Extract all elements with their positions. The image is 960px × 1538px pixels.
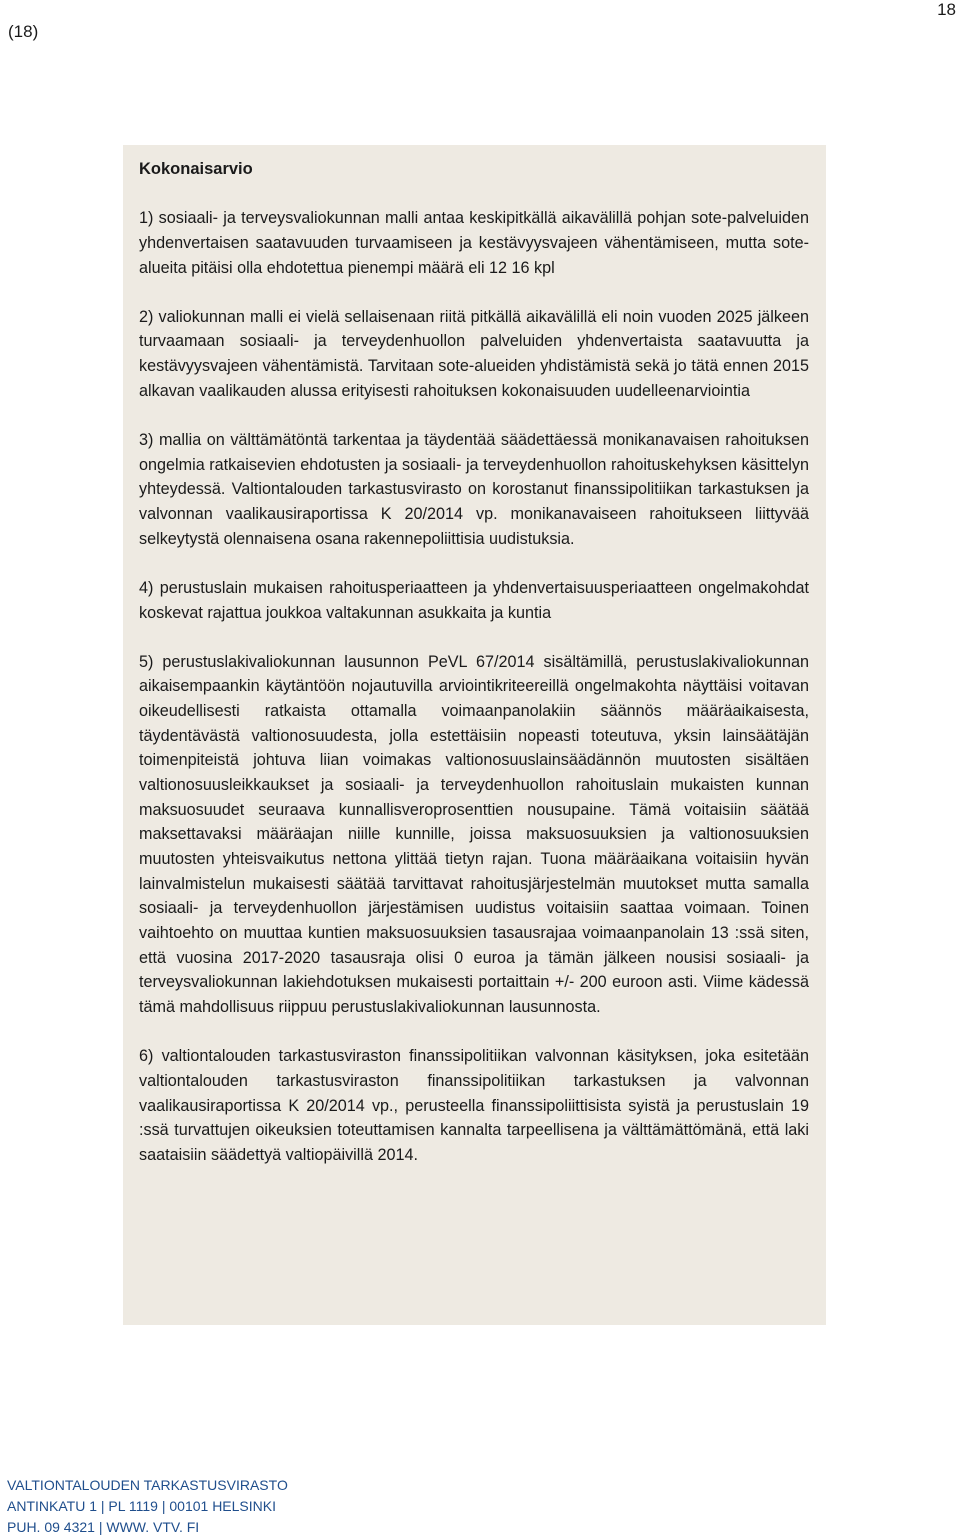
footer-organization: VALTIONTALOUDEN TARKASTUSVIRASTO	[7, 1477, 288, 1493]
paragraph-2: 2) valiokunnan malli ei vielä sellaisenaan riitä pitkällä aikavälillä eli noin vuoden 2025 jälkeen turvaamaan sosiaali- ja terveydenhuollon palveluiden yhdenvertaista saatavuutta ja kestävyysvajeen vähentämistä. Tarvitaan sote-alueiden yhdistämistä sekä jo tätä ennen 2015 alkavan vaalikauden alussa erityisesti rahoituksen kokonaisuuden uudelleenarviointia	[139, 307, 809, 400]
footer-contact: PUH. 09 4321 | WWW. VTV. FI	[7, 1519, 200, 1535]
paragraph-5: 5) perustuslakivaliokunnan lausunnon PeVL 67/2014 sisältämillä, perustuslakivaliokunnan aikaisempaankin käytäntöön nojautuvilla arviointikriteereillä ongelmakohta näyttäisi voitavan oikeudellisesti ratkaista ottamalla voimaanpanolakiin säännös määräaikaisesta, täydentävästä valtionosuudesta, jolla estettäisiin nopeasti toteutuva, yksin lainsäätäjän toimenpiteistä johtuva liian voimakas valtionosuuslainsäädännön muutosten sisältäen valtionosuusleikkaukset ja sosiaali- ja terveydenhuollon rahoituslain mukaisten kunnan maksuosuudet seuraava kunnallisveroprosenttien nousupaine. Tämä voitaisiin säätää maksettavaksi määräajan niille kunnille, joissa maksuosuuksien ja valtionosuuksien muutosten yhteisvaikutus nettona ylittää tietyn rajan. Tuona määräaikana voitaisiin hyvän lainvalmistelun mukaisesti säätää tarvittavat rahoitusjärjestelmän muutokset mutta samalla sosiaali- ja terveydenhuollon järjestämisen uudistus voitaisiin saattaa voimaan. Toinen vaihtoehto on muuttaa kuntien maksuosuuksien tasausrajaa voimaanpanolain 13 :ssä siten, että vuosina 2017-2020 tasausraja olisi 0 euroa ja tämän jälkeen nousisi sosiaali- ja terveysvaliokunnan lakiehdotuksen mukaisesti portaittain +/- 200 euroon asti. Viime kädessä tämä mahdollisuus riippuu perustuslakivaliokunnan lausunnosta.	[139, 652, 809, 1016]
paragraph-4: 4) perustuslain mukaisen rahoitusperiaatteen ja yhdenvertaisuusperiaatteen ongelmakohdat koskevat rajattua joukkoa valtakunnan asukkaita ja kuntia	[139, 578, 809, 622]
paragraph-3: 3) mallia on välttämätöntä tarkentaa ja täydentää säädettäessä monikanavaisen rahoituksen ongelmia ratkaisevien ehdotusten ja sosiaali- ja terveydenhuollon rahoituskehyksen käsittelyn yhteydessä. Valtiontalouden tarkastusvirasto on korostanut finanssipolitiikan tarkastuksen ja valvonnan vaalikausiraportissa K 20/2014 vp. monikanavaiseen rahoitukseen liittyvää selkeytystä olennaisena osana rakennepoliittisia uudistuksia.	[139, 430, 809, 548]
page-number: 18	[937, 0, 956, 19]
footer-address: ANTINKATU 1 | PL 1119 | 00101 HELSINKI	[7, 1498, 276, 1514]
assessment-box	[123, 145, 826, 1325]
paragraph-6: 6) valtiontalouden tarkastusviraston finanssipolitiikan valvonnan käsityksen, joka esitetään valtiontalouden tarkastusviraston finanssipolitiikan tarkastuksen ja valvonnan vaalikausiraportissa K 20/2014 vp., perusteella finanssipoliittisista syistä ja perustuslain 19 :ssä turvattujen oikeuksien toteuttamisen kannalta tarpeellisena ja välttämättömänä, että laki saataisiin säädettyä valtiopäivillä 2014.	[139, 1047, 809, 1164]
paragraph-1: 1) sosiaali- ja terveysvaliokunnan malli antaa keskipitkällä aikavälillä pohjan sote-palveluiden yhdenvertaisen saatavuuden turvaamiseen ja kestävyysvajeen vähentämiseen, mutta sote-alueita pitäisi olla ehdotettua pienempi määrä eli 12 16 kpl	[139, 209, 809, 277]
footer	[7, 1475, 288, 1538]
box-heading: Kokonaisarvio	[139, 160, 253, 178]
page-label: (18)	[8, 22, 39, 41]
